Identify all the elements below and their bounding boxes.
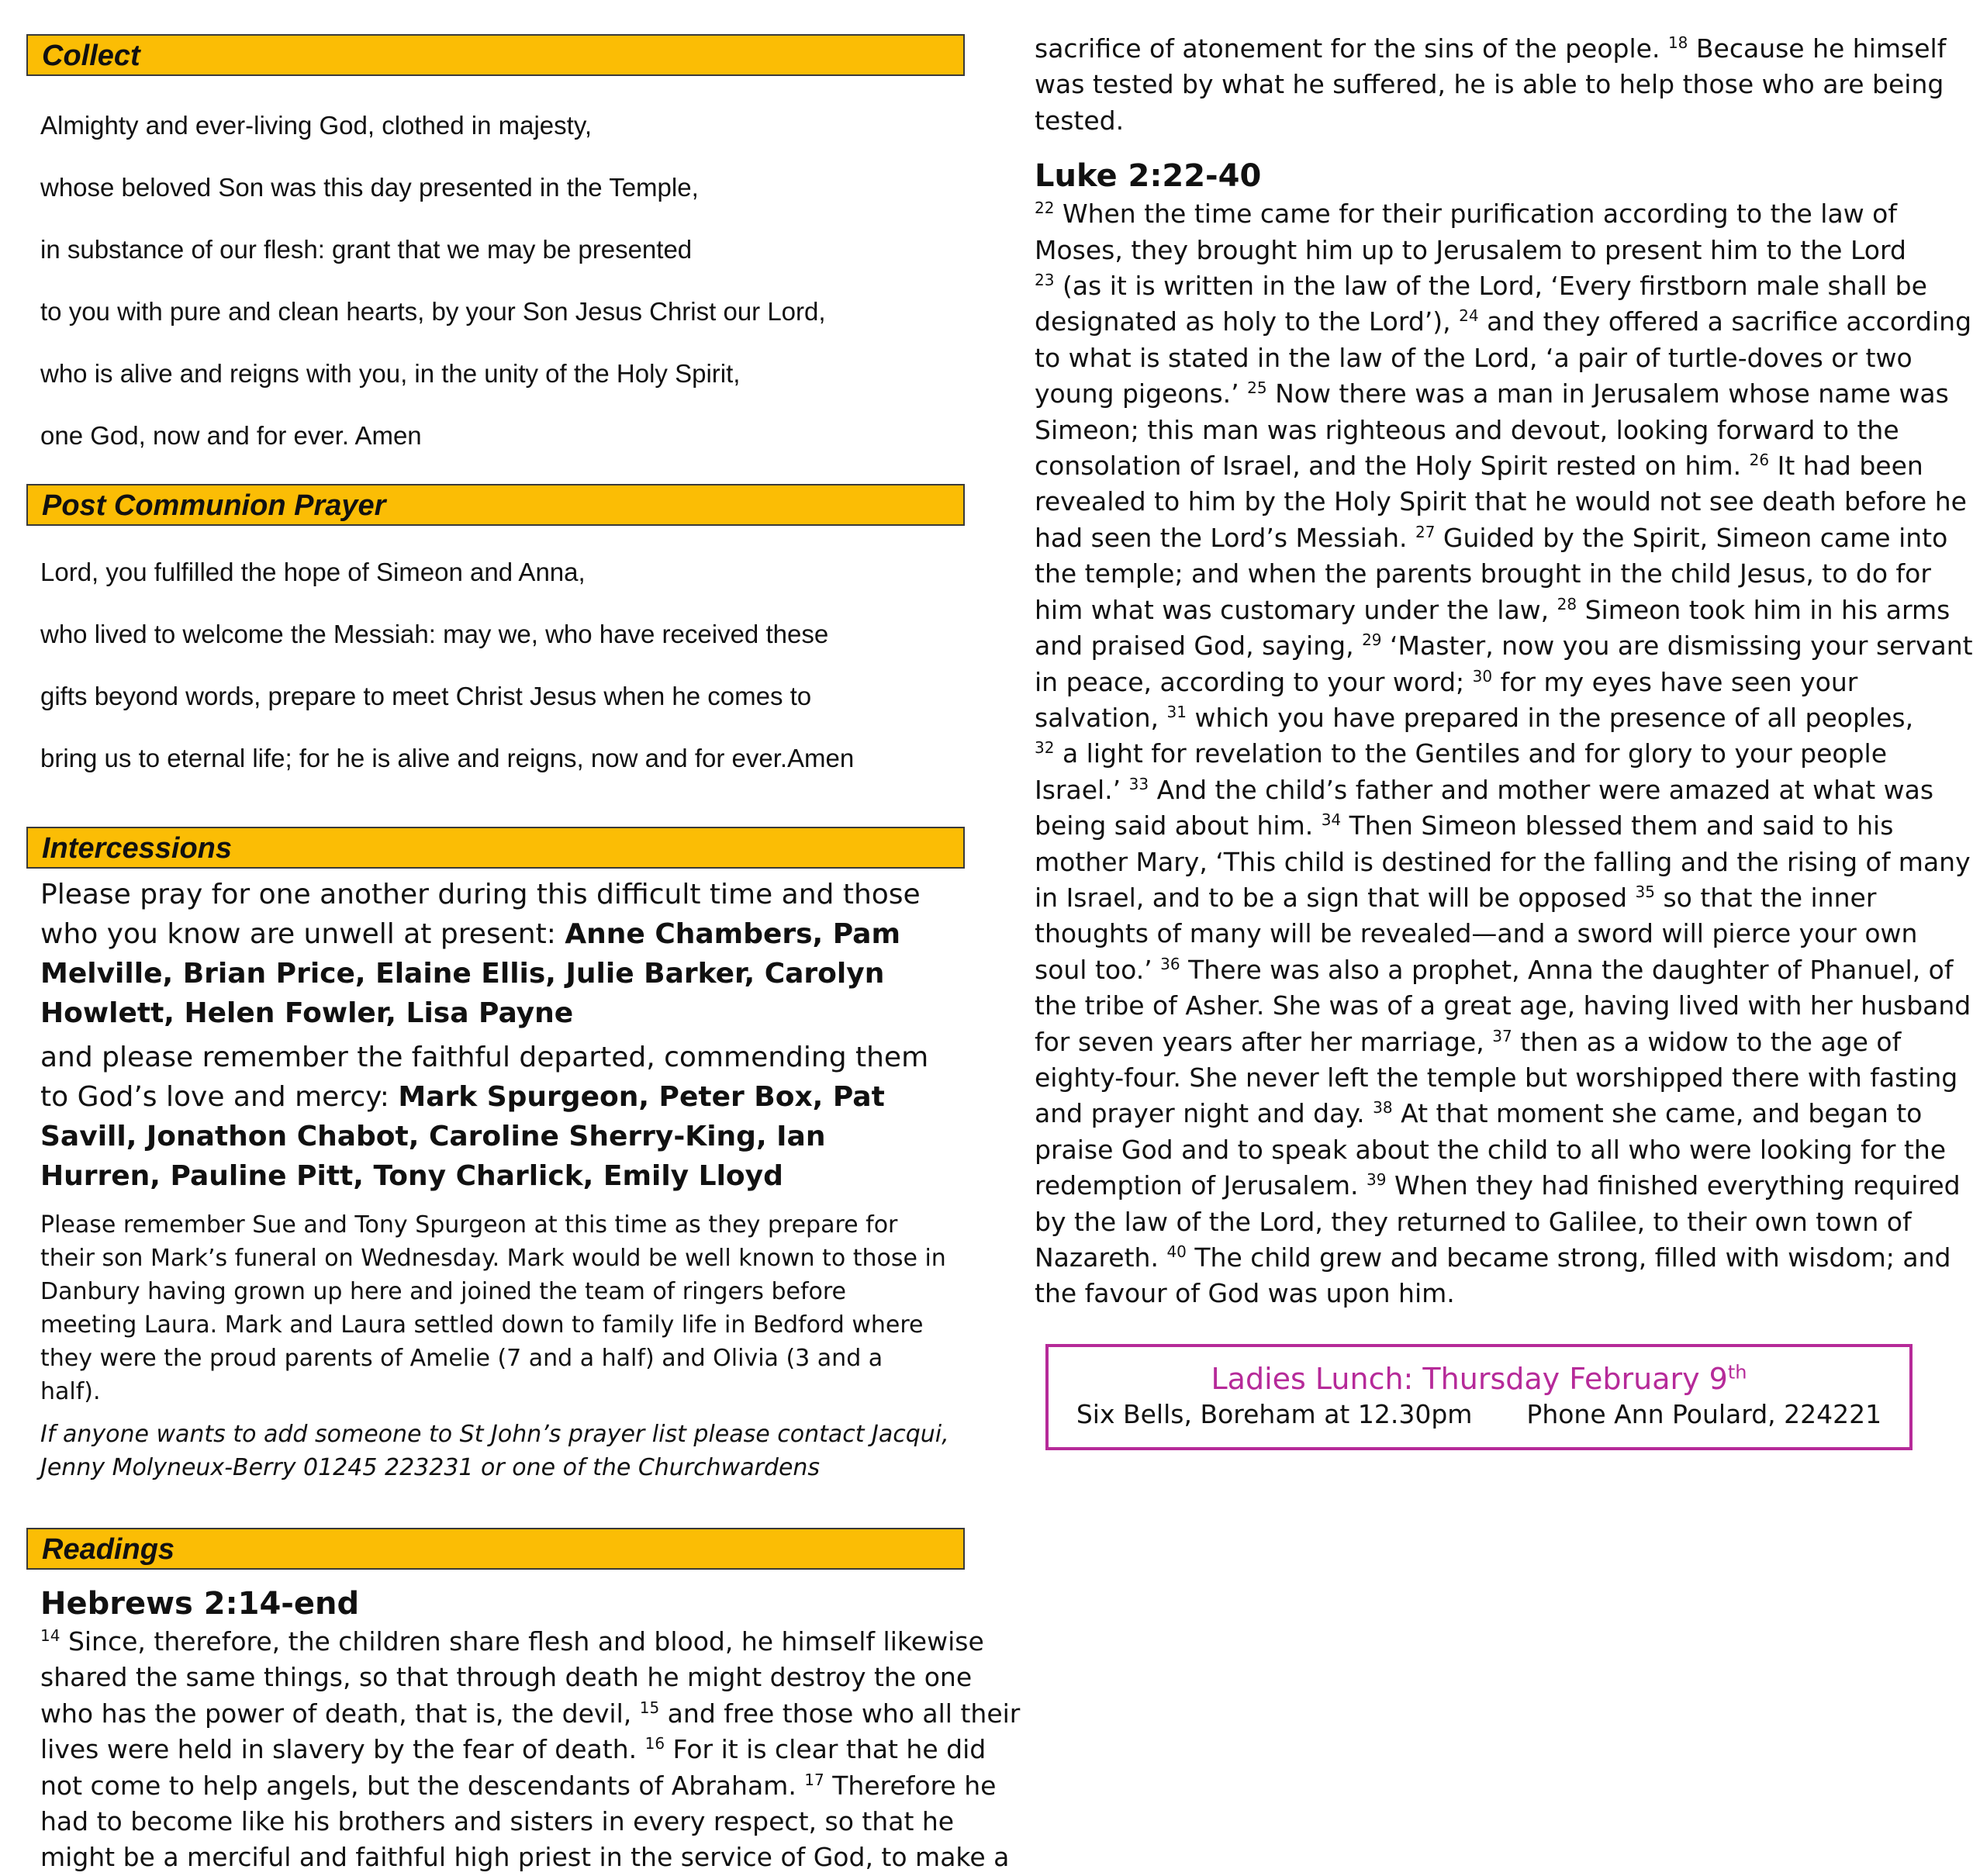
unwell-names: Anne Chambers, Pam Melville, Brian Price, Elaine Ellis, Julie Barker, Carolyn Howlett, Helen Fowler, Lisa Payne [40,918,900,1029]
scripture-line [40,1732,986,1767]
verse-number: 14 [40,1626,60,1645]
scripture-line [1035,700,1916,736]
verse-text: and praised God, saying, [1035,631,1363,662]
scripture-line [1035,448,1923,484]
scripture-line [1035,1276,1916,1311]
verse-text: sacrifice of atonement for the sins of the people. [1035,33,1668,64]
verse-text: not come to help angels, but the descendants of Abraham. [40,1770,805,1801]
lunch-details [1049,1397,1909,1432]
verse-text: eighty-four. She never left the temple but worshipped there with fasting [1035,1062,1958,1093]
scripture-line [40,1660,973,1695]
verse-text: which you have prepared in the presence of all peoples, [1186,702,1914,733]
scripture-line [1035,31,1947,67]
verse-text: mother Mary, ‘This child is destined for the falling and the rising of many [1035,846,1971,877]
scripture-line [1035,593,1951,628]
collect-line: whose beloved Son was this day presented in the Temple, [40,173,699,202]
scripture-line [1035,268,1927,304]
unwell-prayer-list [26,875,965,1033]
lunch-title-text: Ladies Lunch: Thursday February 9 [1211,1362,1728,1396]
scripture-line [1035,845,1971,880]
verse-text: had seen the Lord’s Messiah. [1035,522,1415,553]
post-communion-line: gifts beyond words, prepare to meet Christ Jesus when he comes to [40,682,812,710]
verse-text: Therefore he [824,1770,997,1801]
verse-text: the favour of God was upon him. [1035,1278,1455,1309]
scripture-line [1035,413,1916,448]
lunch-venue: Six Bells, Boreham at 12.30pm [1076,1399,1473,1429]
hebrews-text [40,1624,1021,1876]
scripture-line [1035,665,1916,700]
verse-text: being said about him. [1035,810,1322,841]
scripture-line [40,1804,965,1840]
scripture-line [1035,196,1916,232]
verse-text: shared the same things, so that through death he might destroy the one [40,1662,973,1693]
verse-text: tested. [1035,105,1125,136]
verse-text: Since, therefore, the children share flesh and blood, he himself likewise [60,1626,984,1657]
scripture-line [1035,916,1916,952]
ladies-lunch-notice [1045,1344,1913,1450]
funeral-note: Please remember Sue and Tony Spurgeon at this time as they prepare for their son Mark’s funeral on Wednesday. Mark would be well known to those in Danbury having grown up here and joined the team of ringers before meeting Laura. Mark and Laura settled down to family life in Bedford where they were the proud parents of Amelie (7 and a half) and Olivia (3 and a half). [40,1211,946,1405]
scripture-line [1035,1060,1958,1096]
scripture-line [1035,1096,1923,1131]
hebrews-title: Hebrews 2:14-end [40,1586,360,1622]
scripture-line [1035,520,1948,556]
verse-number: 18 [1667,33,1688,52]
verse-text: It had been [1769,451,1923,482]
scripture-line [1035,376,1949,412]
verse-text: redemption of Jerusalem. [1035,1170,1367,1201]
verse-text: Because he himself [1688,33,1947,64]
verse-text: And the child’s father and mother were amazed at what was [1149,774,1934,805]
verse-text: thoughts of many will be revealed—and a sword will pierce your own [1035,918,1918,949]
scripture-line [1035,556,1931,592]
verse-text: When they had finished everything required [1386,1170,1961,1201]
verse-number: 15 [639,1698,660,1717]
scripture-line [1035,1168,1961,1204]
scripture-line [1035,233,1916,268]
verse-text: designated as holy to the Lord’), [1035,306,1460,337]
verse-number: 30 [1472,666,1493,686]
scripture-line [1035,1024,1916,1060]
verse-number: 22 [1035,199,1055,218]
lunch-title-suffix: th [1727,1361,1747,1384]
post-communion-prayer [26,526,965,805]
scripture-line [1035,340,1916,376]
verse-number: 34 [1321,810,1342,830]
verse-text: (as it is written in the law of the Lord, ‘Every firstborn male shall be [1054,271,1927,302]
verse-text: praise God and to speak about the child to all who were looking for the [1035,1134,1947,1165]
scripture-line [1035,772,1934,808]
verse-text: for seven years after her marriage, [1035,1026,1493,1057]
verse-number: 16 [644,1734,665,1753]
verse-text: in Israel, and to be a sign that will be opposed [1035,882,1636,913]
verse-text: then as a widow to the age of [1512,1026,1902,1057]
collect-line: one God, now and for ever. Amen [40,421,422,450]
verse-text: to what is stated in the law of the Lord, ‘a pair of turtle-doves or two [1035,342,1913,373]
verse-text: might be a merciful and faithful high priest in the service of God, to make a [40,1842,1010,1873]
verse-number: 24 [1459,306,1479,326]
verse-text: Simeon took him in his arms [1577,594,1951,625]
verse-text: by the law of the Lord, they returned to Galilee, to their own town of [1035,1206,1912,1237]
prayer-list-contact-note: If anyone wants to add someone to St John’s prayer list please contact Jacqui, Jenny Molyneux-Berry 01245 223231 or one of the Churchwardens [40,1421,949,1481]
scripture-line [40,1840,1010,1875]
luke-text [1035,196,1973,1312]
verse-number: 37 [1492,1026,1512,1045]
scripture-line [1035,1132,1947,1168]
scripture-line [1035,736,1916,772]
scripture-line [1035,304,1972,340]
verse-text: for my eyes have seen your [1492,666,1858,697]
verse-number: 27 [1415,522,1436,541]
scripture-line [1035,103,1916,139]
verse-number: 35 [1635,882,1655,901]
hebrews-text-continued [1035,31,1947,139]
right-column [1035,31,1973,1312]
unwell-intro: Please pray for one another during this difficult time and those who you know are unwell at present: [40,879,921,950]
verse-text: him what was customary under the law, [1035,594,1557,625]
verse-number: 31 [1166,702,1187,721]
verse-text: revealed to him by the Holy Spirit that he would not see death before he [1035,486,1967,517]
departed-intro: and please remember the faithful departed, commending them to God’s love and mercy: [40,1042,929,1113]
verse-text: Nazareth. [1035,1242,1167,1273]
luke-title: Luke 2:22-40 [1035,158,1262,195]
verse-text: When the time came for their purification according to the law of [1054,199,1897,230]
verse-number: 29 [1362,631,1382,650]
scripture-line [1035,628,1973,664]
verse-number: 26 [1749,451,1770,470]
hebrews-reading [26,1584,1021,1876]
verse-text: and prayer night and day. [1035,1098,1373,1129]
verse-text: At that moment she came, and began to [1392,1098,1923,1129]
scripture-line [1035,67,1944,102]
scripture-line [1035,808,1916,844]
verse-text: There was also a prophet, Anna the daughter of Phanuel, of [1180,954,1954,985]
collect-line: to you with pure and clean hearts, by your Son Jesus Christ our Lord, [40,297,826,326]
verse-text: and they offered a sacrifice according [1478,306,1972,337]
departed-names: Mark Spurgeon, Peter Box, Pat Savill, Jonathon Chabot, Caroline Sherry-King, Ian Hurren, Pauline Pitt, Tony Charlick, Emily Lloyd [40,1081,885,1192]
verse-text: The child grew and became strong, filled with wisdom; and [1186,1242,1951,1273]
scripture-line [1035,1240,1951,1276]
collect-prayer [26,79,965,482]
verse-text: had to become like his brothers and sisters in every respect, so that he [40,1806,955,1837]
post-communion-heading: Post Communion Prayer [26,484,965,526]
scripture-line [1035,952,1954,988]
collect-line: Almighty and ever-living God, clothed in majesty, [40,111,593,140]
readings-heading: Readings [26,1528,965,1570]
verse-text: Moses, they brought him up to Jerusalem to present him to the Lord [1035,234,1906,265]
scripture-line [1035,1204,1916,1240]
scripture-line [40,1768,997,1804]
scripture-line [1035,988,1971,1024]
verse-text: Guided by the Spirit, Simeon came into [1435,522,1948,553]
scripture-line [1035,484,1967,520]
verse-number: 40 [1166,1242,1187,1261]
verse-text: ‘Master, now you are dismissing your servant [1381,631,1973,662]
lunch-phone: Phone Ann Poulard, 224221 [1526,1399,1882,1429]
verse-number: 36 [1160,954,1180,973]
verse-text: Simeon; this man was righteous and devout, looking forward to the [1035,414,1899,445]
verse-number: 39 [1367,1170,1387,1190]
verse-number: 33 [1128,774,1149,793]
scripture-line [40,1696,1021,1732]
verse-text: Now there was a man in Jerusalem whose name was [1266,378,1949,409]
verse-text: For it is clear that he did [665,1734,986,1765]
verse-text: in peace, according to your word; [1035,666,1473,697]
verse-text: lives were held in slavery by the fear of death. [40,1734,645,1765]
collect-line: who is alive and reigns with you, in the unity of the Holy Spirit, [40,359,741,388]
collect-line: in substance of our flesh: grant that we may be presented [40,235,693,264]
collect-heading: Collect [26,34,965,76]
post-communion-line: who lived to welcome the Messiah: may we, who have received these [40,620,829,648]
verse-text: so that the inner [1655,882,1877,913]
verse-text: young pigeons.’ [1035,378,1248,409]
verse-number: 17 [804,1770,824,1789]
scripture-line [40,1624,984,1660]
verse-text: Then Simeon blessed them and said to his [1341,810,1894,841]
verse-number: 32 [1035,738,1055,758]
verse-text: and free those who all their [659,1698,1021,1729]
verse-text: soul too.’ [1035,954,1161,985]
left-column [26,34,1021,1876]
departed-prayer-list [26,1038,965,1196]
lunch-title [1049,1361,1909,1397]
post-communion-line: Lord, you fulfilled the hope of Simeon and Anna, [40,558,586,586]
post-communion-line: bring us to eternal life; for he is alive and reigns, now and for ever.Amen [40,744,855,772]
verse-text: the temple; and when the parents brought in the child Jesus, to do for [1035,558,1931,589]
intercessions-heading: Intercessions [26,827,965,869]
scripture-line [1035,880,1916,916]
verse-text: salvation, [1035,702,1167,733]
verse-number: 23 [1035,271,1055,290]
verse-text: consolation of Israel, and the Holy Spirit rested on him. [1035,451,1750,482]
verse-text: who has the power of death, that is, the devil, [40,1698,640,1729]
verse-text: was tested by what he suffered, he is able to help those who are being [1035,69,1944,100]
verse-text: a light for revelation to the Gentiles and for glory to your people [1054,738,1888,769]
verse-text: the tribe of Asher. She was of a great age, having lived with her husband [1035,990,1971,1021]
verse-text: Israel.’ [1035,774,1129,805]
verse-number: 38 [1373,1098,1393,1118]
verse-number: 28 [1557,594,1577,613]
verse-number: 25 [1247,378,1267,398]
